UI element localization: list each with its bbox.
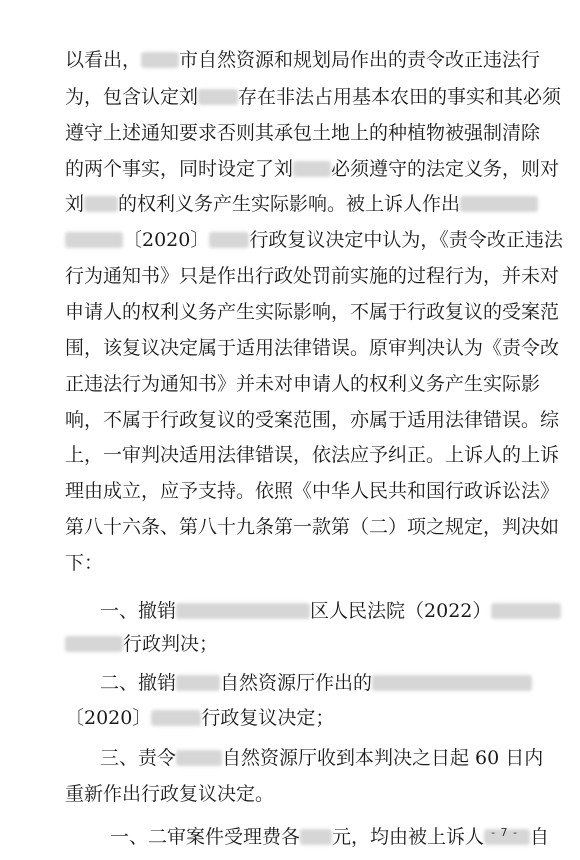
text-segment: 行为通知书》只是作出行政处罚前实施的过程行为，并未对 bbox=[65, 265, 560, 287]
text-segment: 自 bbox=[530, 826, 550, 848]
redacted-text bbox=[300, 829, 332, 845]
text-segment: 一、二审案件受理费各 bbox=[110, 826, 301, 848]
text-line bbox=[0, 593, 580, 629]
text-segment: 刘 bbox=[65, 193, 85, 215]
text-segment: 响，不属于行政复议的受案范围，亦属于适用法律错误。综 bbox=[65, 409, 560, 431]
text-line bbox=[0, 776, 580, 812]
redacted-text bbox=[65, 636, 123, 652]
text-line bbox=[0, 740, 580, 776]
text-segment: 为，包含认定刘 bbox=[65, 86, 199, 108]
text-line bbox=[0, 437, 580, 473]
text-line bbox=[0, 294, 580, 330]
text-segment: 行政复议决定中认为，《责令改正违法 bbox=[249, 229, 563, 251]
text-segment: 以看出， bbox=[65, 49, 142, 71]
text-segment: 第八十六条、第八十九条第一款第（二）项之规定，判决如 bbox=[65, 516, 560, 538]
text-line bbox=[0, 626, 580, 662]
redacted-text bbox=[460, 196, 538, 212]
text-line bbox=[0, 115, 580, 151]
redacted-text bbox=[293, 161, 331, 177]
text-line bbox=[0, 330, 580, 366]
text-line bbox=[0, 402, 580, 438]
text-segment: 遵守上述通知要求否则其承包土地上的种植物被强制清除 bbox=[65, 122, 541, 144]
text-segment: 三、责令 bbox=[100, 747, 177, 769]
redacted-text bbox=[176, 603, 310, 619]
text-segment: 的权利义务产生实际影响。被上诉人作出 bbox=[118, 193, 461, 215]
redacted-text bbox=[372, 675, 532, 691]
text-segment: 理由成立，应予支持。依照《中华人民共和国行政诉讼法》 bbox=[65, 480, 560, 502]
text-segment: 必须遵守的法定义务，则对 bbox=[331, 158, 560, 180]
text-segment: 二、撤销 bbox=[100, 672, 177, 694]
page-number: - 7 - bbox=[491, 826, 518, 839]
redacted-text bbox=[209, 232, 249, 248]
text-segment: 〔2020〕 bbox=[65, 707, 152, 729]
text-line bbox=[0, 665, 580, 701]
text-line bbox=[0, 366, 580, 402]
redacted-text bbox=[176, 675, 220, 691]
text-line bbox=[0, 42, 580, 78]
text-segment: 市自然资源和规划局作出的责令改正违法行 bbox=[179, 49, 541, 71]
text-line bbox=[0, 222, 580, 258]
redacted-text bbox=[198, 89, 238, 105]
text-segment: 的两个事实，同时设定了刘 bbox=[65, 158, 294, 180]
text-segment: 行政复议决定； bbox=[201, 707, 335, 729]
text-segment: 行政判决； bbox=[123, 633, 219, 655]
text-segment: 自然资源厅作出的 bbox=[220, 672, 373, 694]
text-line bbox=[0, 258, 580, 294]
redacted-text bbox=[491, 603, 561, 619]
text-segment: 〔2020〕 bbox=[123, 229, 210, 251]
text-segment: 自然资源厅收到本判决之日起 60 日内 bbox=[222, 747, 544, 769]
text-segment: 存在非法占用基本农田的事实和其必须 bbox=[238, 86, 562, 108]
text-segment: 区人民法院（2022） bbox=[310, 600, 492, 622]
text-line bbox=[0, 186, 580, 222]
text-segment: 重新作出行政复议决定。 bbox=[65, 783, 275, 805]
redacted-text bbox=[141, 52, 179, 68]
text-line bbox=[0, 473, 580, 509]
redacted-text bbox=[176, 750, 222, 766]
text-segment: 一、撤销 bbox=[100, 600, 177, 622]
redacted-text bbox=[151, 710, 201, 726]
text-line bbox=[0, 79, 580, 115]
text-line bbox=[0, 700, 580, 736]
text-line bbox=[0, 151, 580, 187]
redacted-text bbox=[65, 232, 123, 248]
text-segment: 下： bbox=[65, 552, 104, 574]
text-segment: 围，该复议决定属于适用法律错误。原审判决认为《责令改 bbox=[65, 337, 560, 359]
text-line bbox=[0, 509, 580, 545]
text-segment: 元，均由被上诉人 bbox=[332, 826, 485, 848]
redacted-text bbox=[84, 196, 118, 212]
text-segment: 正违法行为通知书》并未对申请人的权利义务产生实际影 bbox=[65, 373, 541, 395]
text-segment: 上，一审判决适用法律错误，依法应予纠正。上诉人的上诉 bbox=[65, 444, 560, 466]
text-segment: 申请人的权利义务产生实际影响，不属于行政复议的受案范 bbox=[65, 301, 560, 323]
text-line bbox=[0, 545, 580, 581]
